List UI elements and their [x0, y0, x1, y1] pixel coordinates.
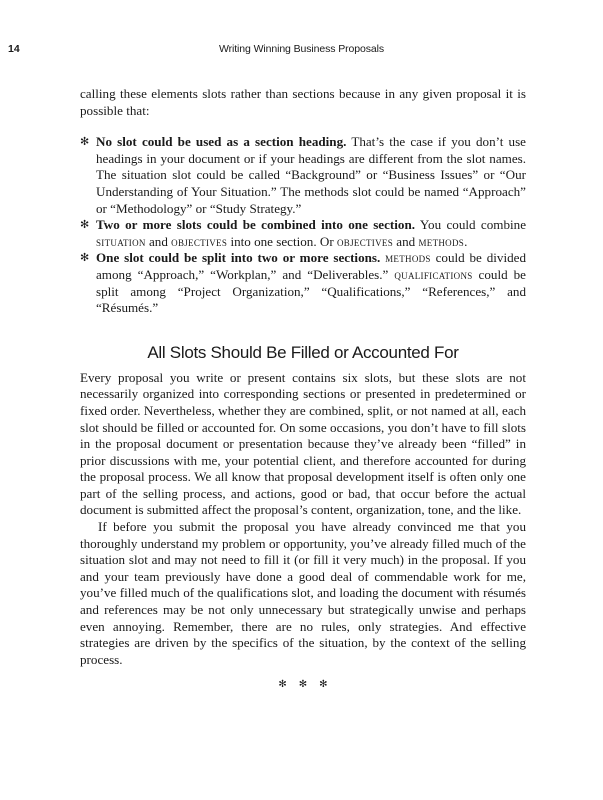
bullet-item-split [80, 250, 526, 316]
asterisk-bullet-icon: ✻ [80, 218, 90, 232]
bullet-lead: No slot could be used as a section heading. [96, 134, 347, 150]
bullet-text: You could combine [415, 217, 526, 233]
bullet-text: and [393, 233, 419, 249]
bullet-item-combined [80, 217, 526, 250]
bullet-text: into one section. Or [227, 233, 337, 249]
bullet-item-no-heading [80, 134, 526, 217]
bullet-lead: One slot could be split into two or more sections. [96, 250, 381, 266]
body-text [80, 86, 526, 694]
body-paragraph-2: If before you submit the proposal you have already convinced me that you thoroughly understand my problem or opportunity, you’ve already filled much of the situation slot and may not need to fill it (or fill it very much) in the proposal. If you and your team previously have done a good deal of commendable work for me, you’ve filled much of the qualifications slot, and loading the document with résumés and references may be not only unnecessary but strategically unwise and perhaps even annoying. Remember, there are no rules, only strategies. And effective strategies are driven by the specifics of the situation, by the context of the selling process. [80, 519, 526, 667]
bullet-lead: Two or more slots could be combined into one section. [96, 217, 416, 233]
slot-name: objectives [337, 234, 394, 249]
section-heading: All Slots Should Be Filled or Accounted For [147, 342, 459, 362]
bullet-text: . [464, 233, 468, 249]
slot-name: qualifications [394, 267, 473, 282]
book-title: Writing Winning Business Proposals [218, 43, 385, 55]
slot-name: methods [385, 251, 431, 266]
running-head [0, 43, 603, 57]
section-break-ornament: ✻✻✻ [278, 679, 340, 691]
bullet-text: and [145, 233, 172, 249]
slot-name: methods [418, 234, 465, 249]
asterisk-bullet-icon: ✻ [80, 135, 90, 149]
page-number: 14 [8, 43, 20, 55]
body-paragraph-1: Every proposal you write or present contains six slots, but these slots are not necessarily organized into corresponding sections or presented in predetermined or fixed order. Nevertheless, whether they are combined, split, or not named at all, each slot should be filled or accounted for. On some occasions, you don’t have to fill slots in the proposal document or presentation because they’ve already been “filled” in prior discussions with me, your potential client, and therefore accounted for during the proposal process. We all know that proposal development itself is often only one part of the selling process, and actions, good or bad, that occur before the actual document is submitted affect the proposal’s content, organization, tone, and the like. [80, 369, 526, 518]
slot-name: situation [96, 234, 146, 249]
bullet-text: could be divided among “Approach,” “Workplan,” and “Deliverables.” [96, 250, 526, 282]
asterisk-bullet-icon: ✻ [80, 251, 90, 265]
intro-paragraph: calling these elements slots rather than sections because in any given proposal it is possible that: [80, 86, 526, 118]
slot-name: objectives [171, 234, 228, 249]
bullet-text: could be split among “Project Organization,” “Qualifications,” “References,” and “Résumés.” [96, 266, 526, 316]
bullet-text: That’s the case if you don’t use headings in your document or if your headings are different from the slot names. The situation slot could be called “Background” or “Business Issues” or “Our Understanding of Your Situation.” The methods slot could be named “Approach” or “Methodology” or “Study Strategy.” [96, 134, 526, 216]
bullet-list [80, 134, 526, 317]
